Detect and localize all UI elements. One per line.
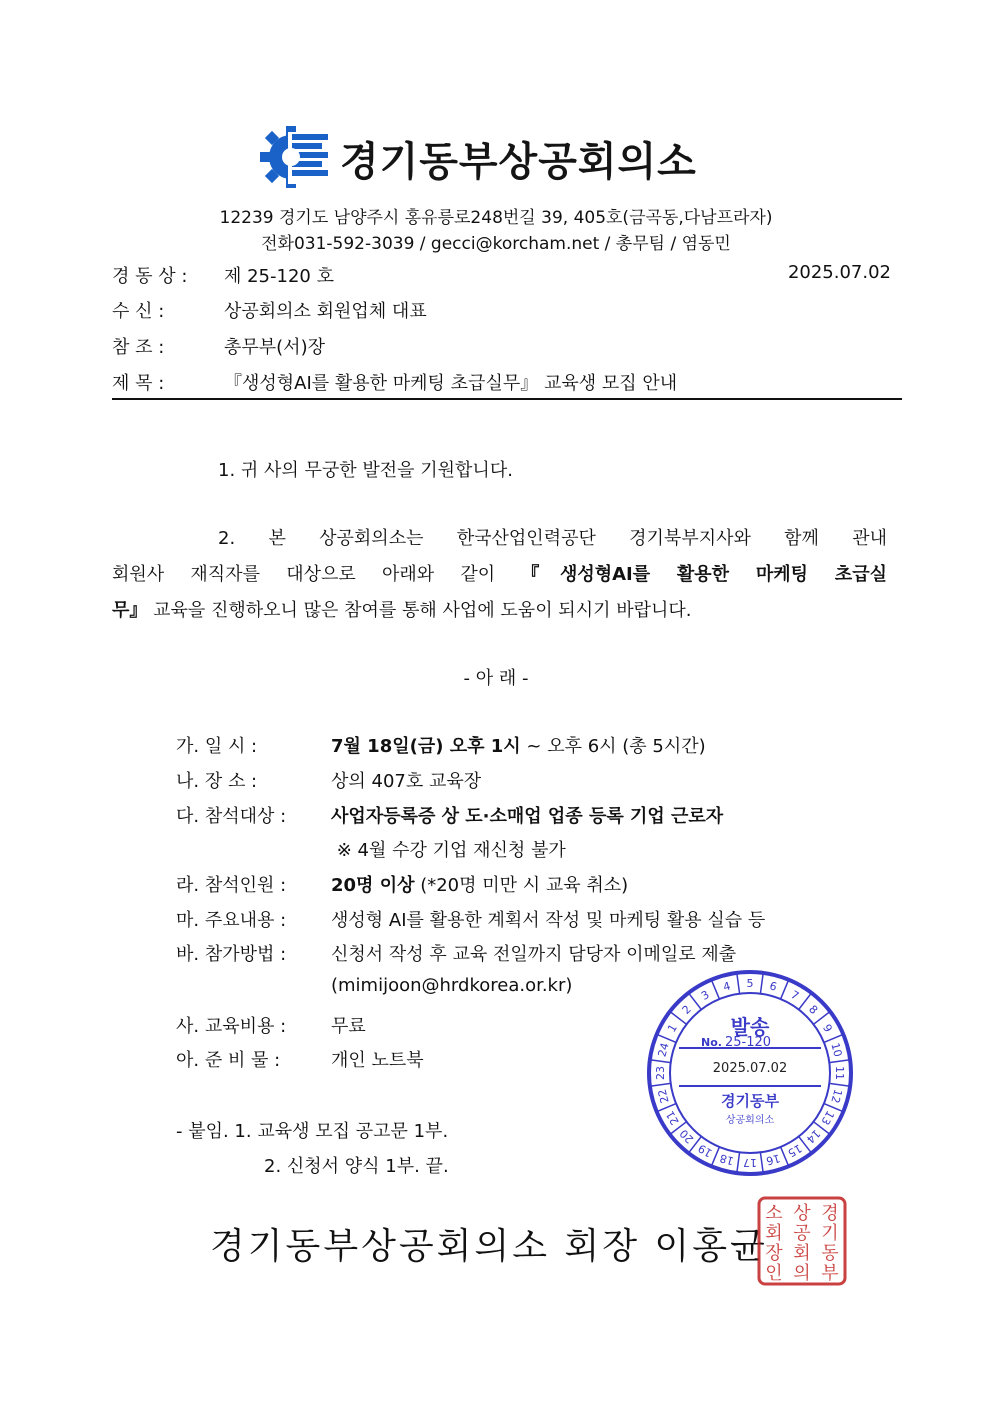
stamp-ring-divider <box>689 993 702 1010</box>
stamp-ring-divider <box>737 973 740 994</box>
seal-character: 공 <box>793 1223 811 1244</box>
subject-row <box>112 369 677 395</box>
paragraph-2-line-2 <box>112 560 887 586</box>
seal-character: 상 <box>793 1203 811 1224</box>
stamp-ring-divider <box>829 1060 850 1063</box>
item-value: 신청서 작성 후 교육 전일까지 담당자 이메일로 제출 <box>331 944 737 965</box>
stamp-ring-number: 1 <box>665 1021 680 1035</box>
item-value: 무료 <box>331 1016 366 1037</box>
stamp-ring-number: 3 <box>698 988 712 1003</box>
stamp-ring-divider <box>781 980 789 999</box>
item-value: 상의 407호 교육장 <box>331 771 482 792</box>
item-apply-method <box>176 940 736 966</box>
reference-value: 총무부(서)장 <box>224 337 325 358</box>
item-bold-value: 7월 18일(금) 오후 1시 <box>331 736 521 757</box>
stamp-ring-number: 10 <box>828 1041 845 1059</box>
stamp-ring-number: 13 <box>818 1108 837 1128</box>
program-title-part-1: 『생성형AI를 활용한 마케팅 초급실 <box>521 564 887 585</box>
seal-character: 장 <box>765 1243 783 1264</box>
stamp-ring-divider <box>650 1083 671 1086</box>
dispatch-stamp-seal <box>645 968 855 1178</box>
subject-value: 『생성형AI를 활용한 마케팅 초급실무』 교육생 모집 안내 <box>224 373 678 394</box>
item-label: 아. 준 비 물 : <box>176 1050 281 1071</box>
item-apply-email <box>176 975 572 996</box>
stamp-ring-divider <box>829 1083 850 1086</box>
item-location <box>176 767 481 793</box>
seal-character: 부 <box>821 1263 839 1284</box>
stamp-no-label: No. <box>701 1036 722 1049</box>
stamp-ring-number: 2 <box>679 1002 694 1017</box>
doc-number-label: 경 동 상 : <box>112 266 188 287</box>
stamp-ring-divider <box>657 1034 676 1042</box>
paragraph-1: 1. 귀 사의 무궁한 발전을 기원합니다. <box>218 460 513 481</box>
stamp-title: 발송 <box>730 1015 770 1039</box>
seal-character: 경 <box>821 1203 839 1224</box>
item-value: 생성형 AI를 활용한 계획서 작성 및 마케팅 활용 실습 등 <box>331 910 766 931</box>
doc-date: 2025.07.02 <box>787 262 891 283</box>
stamp-date: 2025.07.02 <box>712 1061 788 1076</box>
item-content <box>176 906 765 932</box>
seal-character: 인 <box>765 1263 783 1284</box>
paragraph-2-line-1: 2. 본 상공회의소는 한국산업인력공단 경기북부지사와 함께 관내 <box>218 528 887 549</box>
stamp-no: 25-120 <box>725 1035 772 1050</box>
item-cost <box>176 1012 366 1038</box>
header-divider <box>112 398 902 400</box>
stamp-ring-divider <box>799 993 812 1010</box>
stamp-ring-number: 18 <box>718 1151 736 1168</box>
stamp-ring-number: 11 <box>833 1066 846 1080</box>
stamp-ring-divider <box>760 1152 763 1173</box>
item-value: 개인 노트북 <box>331 1050 424 1071</box>
seal-character: 회 <box>765 1223 783 1244</box>
seal-character: 의 <box>793 1263 811 1284</box>
subject-label: 제 목 : <box>112 373 165 394</box>
attachment-line-1: - 붙임. 1. 교육생 모집 공고문 1부. <box>176 1121 449 1142</box>
doc-number-row <box>112 262 334 288</box>
stamp-ring-divider <box>737 1152 740 1173</box>
stamp-ring-number: 22 <box>655 1087 672 1105</box>
item-label: 가. 일 시 : <box>176 736 258 757</box>
item-value: ※ 4월 수강 기업 재신청 불가 <box>331 840 566 861</box>
stamp-ring-number: 8 <box>806 1002 821 1017</box>
below-heading: - 아 래 - <box>463 668 529 689</box>
item-value: (*20명 미만 시 교육 취소) <box>414 875 629 896</box>
stamp-org-sub: 상공회의소 <box>725 1115 775 1126</box>
stamp-ring-divider <box>650 1060 671 1063</box>
attachment-line-2: 2. 신청서 양식 1부. 끝. <box>264 1156 449 1177</box>
program-title-part-2: 무』 <box>112 600 148 621</box>
stamp-ring-number: 19 <box>695 1141 715 1160</box>
reference-label: 참 조 : <box>112 337 165 358</box>
recipient-row <box>112 297 427 323</box>
chairman-seal <box>756 1195 848 1287</box>
item-target-note <box>176 836 566 862</box>
stamp-org: 경기동부 <box>721 1092 779 1110</box>
org-logo-text: 경기동부상공회의소 <box>340 139 697 185</box>
reference-row <box>112 333 325 359</box>
stamp-ring-number: 20 <box>677 1126 697 1146</box>
stamp-ring-number: 6 <box>768 979 779 994</box>
stamp-ring-number: 9 <box>820 1021 835 1035</box>
stamp-ring-number: 4 <box>721 979 732 994</box>
paragraph-2-line-2-text: 회원사 재직자를 대상으로 아래와 같이 <box>112 564 522 585</box>
stamp-ring-number: 7 <box>788 988 802 1003</box>
seal-character: 동 <box>821 1243 839 1264</box>
stamp-ring-number: 12 <box>828 1087 845 1105</box>
stamp-ring-number: 17 <box>743 1156 757 1169</box>
stamp-ring-number: 21 <box>663 1108 682 1128</box>
chairman-seal-image <box>756 1195 848 1287</box>
recipient-value: 상공회의소 회원업체 대표 <box>224 301 427 322</box>
seal-character: 기 <box>821 1223 839 1244</box>
stamp-ring-divider <box>670 1012 687 1025</box>
item-label: 사. 교육비용 : <box>176 1016 287 1037</box>
signature-line: 경기동부상공회의소 회장 이홍균 <box>210 1226 768 1267</box>
stamp-ring-divider <box>711 980 719 999</box>
org-address: 12239 경기도 남양주시 홍유릉로248번길 39, 405호(금곡동,다남프라자) <box>219 208 773 228</box>
stamp-ring-number: 15 <box>785 1141 805 1160</box>
item-label: 다. 참석대상 : <box>176 806 287 827</box>
item-datetime <box>176 732 706 758</box>
item-supplies <box>176 1046 424 1072</box>
recipient-label: 수 신 : <box>112 301 165 322</box>
item-bold-value: 사업자등록증 상 도·소매업 업종 등록 기업 근로자 <box>331 806 724 827</box>
item-target <box>176 802 723 828</box>
item-label: 마. 주요내용 : <box>176 910 287 931</box>
stamp-ring-divider <box>760 973 763 994</box>
paragraph-2-line-3 <box>112 596 691 622</box>
dispatch-stamp <box>645 968 855 1178</box>
item-bold-value: 20명 이상 <box>331 875 415 896</box>
stamp-ring-number: 14 <box>803 1126 823 1146</box>
item-headcount <box>176 871 628 897</box>
stamp-ring-number: 16 <box>764 1151 782 1168</box>
gear-logo-icon <box>258 124 332 190</box>
stamp-ring-number: 24 <box>655 1041 672 1059</box>
item-label: 바. 참가방법 : <box>176 944 287 965</box>
seal-character: 회 <box>793 1243 811 1264</box>
paragraph-2-line-3-text: 교육을 진행하오니 많은 참여를 통해 사업에 도움이 되시기 바랍니다. <box>147 600 692 621</box>
stamp-ring-divider <box>814 1012 831 1025</box>
stamp-ring-number: 23 <box>654 1066 667 1080</box>
org-contact: 전화031-592-3039 / gecci@korcham.net / 총무팀 / 염동민 <box>261 234 731 254</box>
stamp-ring-number: 5 <box>746 977 754 990</box>
item-label: 라. 참석인원 : <box>176 875 287 896</box>
item-value: ~ 오후 6시 (총 5시간) <box>520 736 706 757</box>
item-value: (mimijoon@hrdkorea.or.kr) <box>331 975 573 996</box>
doc-number-value: 제 25-120 호 <box>224 266 334 287</box>
org-logo <box>258 124 738 190</box>
item-label: 나. 장 소 : <box>176 771 258 792</box>
seal-character: 소 <box>765 1203 783 1224</box>
